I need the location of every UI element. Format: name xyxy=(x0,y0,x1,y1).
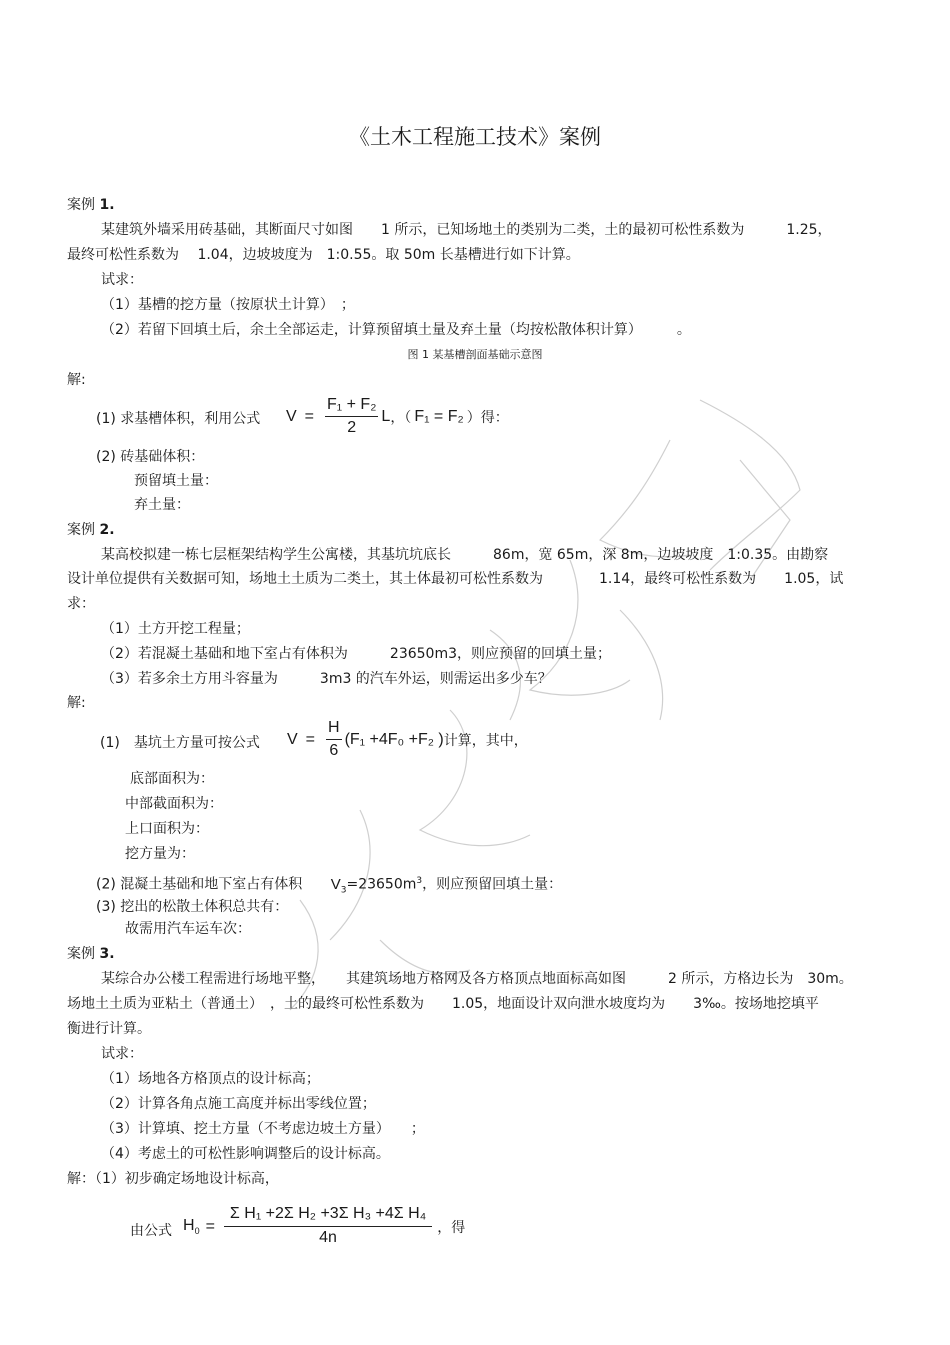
formula-equals: = xyxy=(304,408,315,425)
case1-solution-label: 解: xyxy=(67,372,86,388)
case3-paragraph-line1: 某综合办公楼工程需进行场地平整， 其建筑场地方格网及各方格顶点地面标高如图 2 所示，方格边长为 30m。 xyxy=(101,971,853,987)
figure1-caption: 图 1 某基槽剖面基础示意图 xyxy=(407,348,543,361)
case2-excavation-volume: 挖方量为： xyxy=(125,846,195,862)
case2-solution-label: 解: xyxy=(67,695,86,711)
watermark-scribble xyxy=(270,380,830,1020)
fraction-denominator: 6 xyxy=(329,742,339,759)
case2-question2: （2）若混凝土基础和地下室占有体积为 23650m3，则应预留的回填土量； xyxy=(101,646,611,662)
case3-ask: 试求： xyxy=(101,1046,143,1062)
case2-heading-label: 案例 xyxy=(67,522,95,538)
case1-question1: （1）基槽的挖方量（按原状土计算） ； xyxy=(101,297,355,313)
case1-step2: (2) 砖基础体积： xyxy=(96,449,205,465)
case3-formula-lead: 由公式 xyxy=(130,1223,172,1239)
case1-number: 1. xyxy=(99,197,115,213)
document-title: 《土木工程施工技术》案例 xyxy=(349,125,601,149)
formula-equals: = xyxy=(305,731,316,748)
case2-paragraph-line1: 某高校拟建一栋七层框架结构学生公寓楼，其基坑坑底长 86m，宽 65m，深 8m，边坡坡度 1:0.35。由勘察 xyxy=(101,547,829,563)
formula-trench-volume xyxy=(286,395,509,439)
fraction-denominator: 4n xyxy=(319,1229,337,1246)
fraction-h-over-6 xyxy=(326,718,342,762)
v3-symbol: V xyxy=(330,875,341,893)
case2-question1: （1）土方开挖工程量； xyxy=(101,621,250,637)
case2-paragraph-line2: 设计单位提供有关数据可知，场地土土质为二类土，其土体最初可松性系数为 1.14，最终可松性系数为 1.05，试 xyxy=(67,571,844,587)
case2-step2-tail: ，则应预留回填土量： xyxy=(422,876,563,893)
case1-step1-text: (1) 求基槽体积，利用公式 xyxy=(96,411,261,427)
case2-step3: (3) 挖出的松散土体积总共有： xyxy=(96,899,289,915)
formula-v-symbol: V xyxy=(287,731,298,748)
formula-equals: = xyxy=(205,1217,215,1235)
case2-paragraph-line3: 求： xyxy=(67,596,95,612)
case2-middle-area: 中部截面积为： xyxy=(125,796,223,812)
formula-tail-text: ，得 xyxy=(437,1219,466,1236)
case2-step1-text: (1) 基坑土方量可按公式 xyxy=(100,735,260,751)
case2-truck-trips: 故需用汽车运车次： xyxy=(125,921,251,937)
case1-step3: 预留填土量： xyxy=(134,473,218,489)
case1-heading xyxy=(67,196,115,214)
formula-length-symbol: L xyxy=(381,408,391,425)
case3-solution-label: 解：（1）初步确定场地设计标高， xyxy=(67,1171,279,1187)
case3-question2: （2）计算各角点施工高度并标出零线位置； xyxy=(101,1096,376,1112)
formula-end-text: ）得： xyxy=(466,410,509,426)
case1-step4: 弃土量： xyxy=(134,497,190,513)
fraction-denominator: 2 xyxy=(347,419,357,436)
case2-question3: （3）若多余土方用斗容量为 3m3 的汽车外运，则需运出多少车？ xyxy=(101,671,552,687)
formula-design-elevation xyxy=(183,1204,465,1249)
fraction-numerator: H xyxy=(326,718,342,740)
fraction-numerator: F₁ + F₂ xyxy=(325,395,378,417)
v3-value: =23650m xyxy=(346,876,417,893)
case3-heading-label: 案例 xyxy=(67,946,95,962)
formula-tail-text: 计算，其中， xyxy=(443,733,528,749)
case1-heading-label: 案例 xyxy=(67,197,95,213)
formula-f1-equals-f2: F₁ = F₂ xyxy=(414,408,464,425)
case3-paragraph-line2: 场地土土质为亚粘土（普通土） ，土的最终可松性系数为 1.05，地面设计双向泄水坡度均为 3‰。按场地挖填平 xyxy=(67,996,819,1012)
fraction-weighted-sum-over-4n xyxy=(224,1204,432,1249)
v3-subscript: 3 xyxy=(340,885,347,896)
formula-prismoid-body: (F₁ +4F₀ +F₂ ) xyxy=(344,731,444,748)
case2-number: 2. xyxy=(99,522,115,538)
formula-h0-symbol: $H_0$ xyxy=(183,1216,200,1237)
case2-heading xyxy=(67,521,115,539)
case1-question2: （2）若留下回填土后，余土全部运走，计算预留填土量及弃土量（均按松散体积计算） 。 xyxy=(101,322,691,338)
case3-question1: （1）场地各方格顶点的设计标高； xyxy=(101,1071,320,1087)
case1-paragraph-line1: 某建筑外墙采用砖基础，其断面尺寸如图 1 所示，已知场地土的类别为二类，土的最初可松性系数为 1.25， xyxy=(101,222,832,238)
case1-ask: 试求： xyxy=(101,272,143,288)
fraction-numerator: Σ H₁ +2Σ H₂ +3Σ H₃ +4Σ H₄ xyxy=(224,1204,432,1227)
case2-step2-text: (2) 混凝土基础和地下室占有体积 xyxy=(96,876,303,893)
case2-bottom-area: 底部面积为： xyxy=(130,771,214,787)
fraction-f1-f2-over-2 xyxy=(325,395,378,439)
case2-step2 xyxy=(96,872,562,899)
case3-heading xyxy=(67,945,115,963)
case1-paragraph-line2: 最终可松性系数为 1.04，边坡坡度为 1:0.55。取 50m 长基槽进行如下计算。 xyxy=(67,247,580,263)
case3-number: 3. xyxy=(99,946,115,962)
cubic-superscript: 3 xyxy=(416,876,423,886)
case3-paragraph-line3: 衡进行计算。 xyxy=(67,1021,151,1037)
formula-comma-paren: ，（ xyxy=(390,410,412,426)
formula-v-symbol: V xyxy=(286,408,297,425)
case3-question4: （4）考虑土的可松性影响调整后的设计标高。 xyxy=(101,1146,390,1162)
case3-question3: （3）计算填、挖土方量（不考虑边坡土方量） ； xyxy=(101,1121,425,1137)
formula-pit-volume xyxy=(287,718,528,762)
case2-top-area: 上口面积为： xyxy=(125,821,209,837)
